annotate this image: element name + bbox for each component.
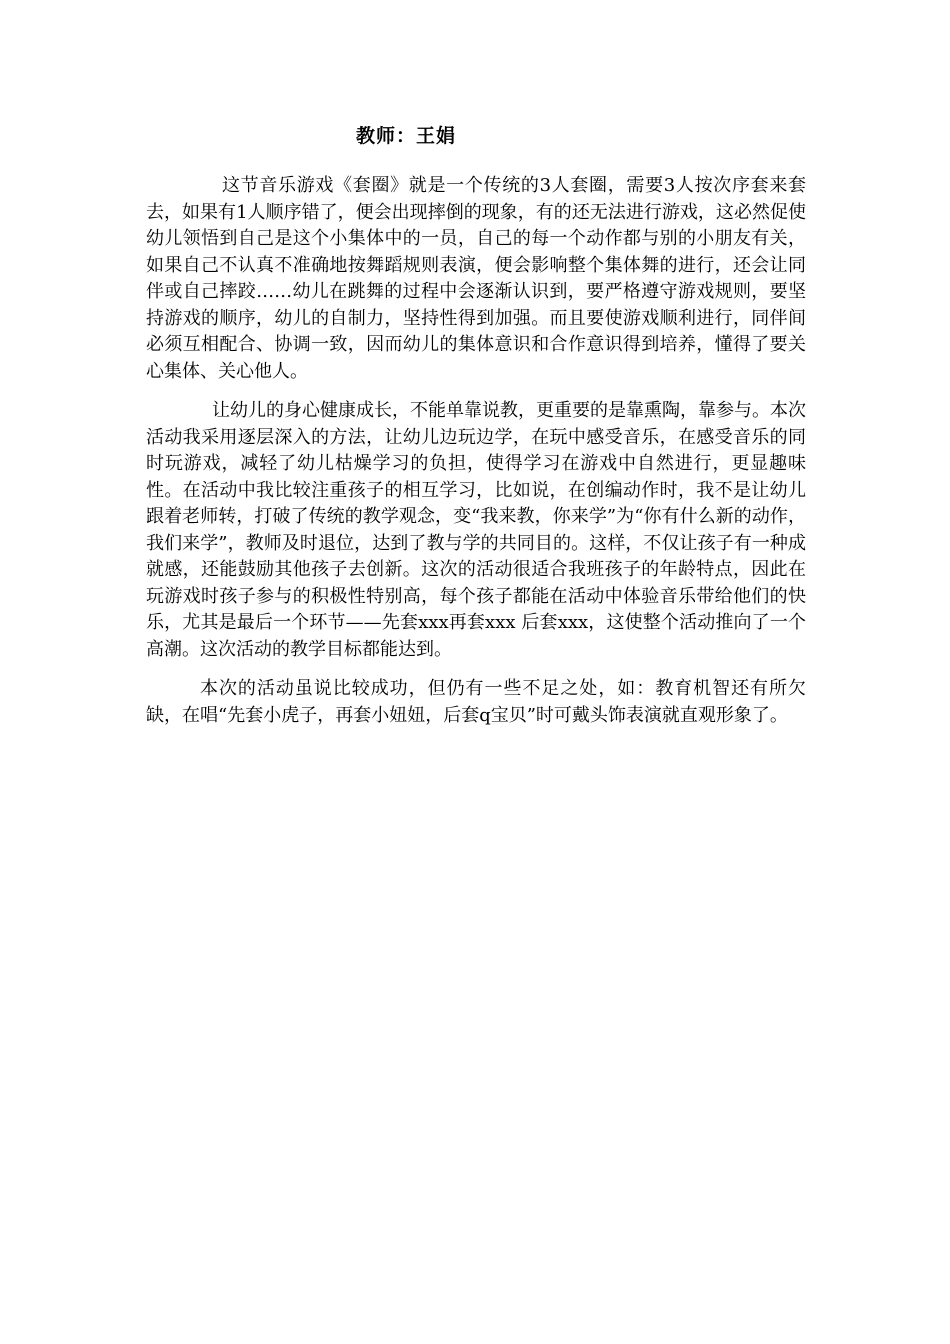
- paragraph-1: 这节音乐游戏《套圈》就是一个传统的3人套圈，需要3人按次序套来套去，如果有1人顺序错了，便会出现摔倒的现象，有的还无法进行游戏，这必然促使幼儿领悟到自己是这个小集体中的一员，自己的每一个动作都与别的小朋友有关，如果自己不认真不准确地按舞蹈规则表演，便会影响整个集体舞的进行，还会让同伴或自己摔跤……幼儿在跳舞的过程中会逐渐认识到，要严格遵守游戏规则，要坚持游戏的顺序，幼儿的自制力，坚持性得到加强。而且要使游戏顺利进行，同伴间必须互相配合、协调一致，因而幼儿的集体意识和合作意识得到培养，懂得了要关心集体、关心他人。: [146, 175, 806, 382]
- paragraph-2: 让幼儿的身心健康成长，不能单靠说教，更重要的是靠熏陶，靠参与。本次活动我采用逐层深入的方法，让幼儿边玩边学，在玩中感受音乐，在感受音乐的同时玩游戏，减轻了幼儿枯燥学习的负担，使得学习在游戏中自然进行，更显趣味性。在活动中我比较注重孩子的相互学习，比如说，在创编动作时，我不是让幼儿跟着老师转，打破了传统的教学观念，变“我来教，你来学”为“你有什么新的动作，我们来学”，教师及时退位，达到了教与学的共同目的。这样，不仅让孩子有一种成就感，还能鼓励其他孩子去创新。这次的活动很适合我班孩子的年龄特点，因此在玩游戏时孩子参与的积极性特别高，每个孩子都能在活动中体验音乐带给他们的快乐，尤其是最后一个环节——先套xxx再套xxx 后套xxx，这使整个活动推向了一个高潮。这次活动的教学目标都能达到。: [146, 400, 806, 660]
- document-body: [146, 173, 806, 729]
- document-title: 教师：王娟: [356, 125, 457, 147]
- paragraph-3: 本次的活动虽说比较成功，但仍有一些不足之处，如：教育机智还有所欠缺，在唱“先套小虎子，再套小妞妞，后套q宝贝”时可戴头饰表演就直观形象了。: [146, 678, 806, 726]
